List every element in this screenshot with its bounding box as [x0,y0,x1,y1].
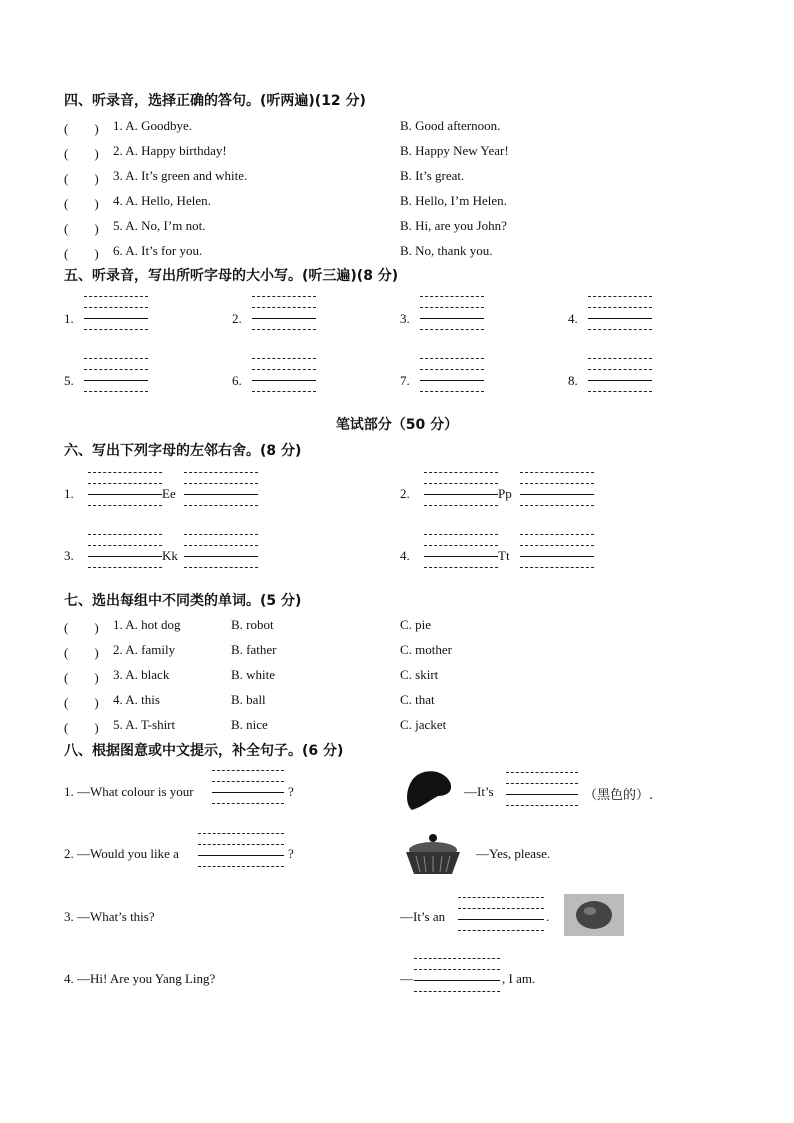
s8-q1-hint: （黑色的）. [584,788,654,803]
s7-option-c: C. skirt [400,667,439,682]
s4-option-a: 2. A. Happy birthday! [113,143,227,158]
s7-answer-paren[interactable]: ( ) [64,645,99,660]
s5-letter-grid[interactable] [84,358,148,392]
s6-letter: Tt [498,548,510,563]
s7-option-b: B. nice [231,717,268,732]
section-4-title: 四、听录音，选择正确的答句。(听两遍)(12 分) [64,93,366,109]
written-part-title: 笔试部分（50 分） [335,417,459,433]
s7-option-b: B. white [231,667,276,682]
s6-letter: Kk [162,548,178,563]
s5-letter-grid[interactable] [84,296,148,330]
s8-q2-answer-grid[interactable] [198,833,284,867]
s8-q1-answer-grid[interactable] [212,770,284,804]
s7-answer-paren[interactable]: ( ) [64,720,99,735]
s8-q3-answer-grid[interactable] [458,897,544,931]
s5-letter-grid[interactable] [252,296,316,330]
s8-q1-reply-grid[interactable] [506,772,578,806]
s5-letter-grid[interactable] [420,358,484,392]
s7-answer-paren[interactable]: ( ) [64,670,99,685]
s7-option-c: C. that [400,692,435,707]
s5-item-number: 8. [568,373,578,388]
s8-q2-prompt: 2. —Would you like a [64,846,179,861]
s6-right-neighbor-grid[interactable] [520,472,594,506]
section-5-title: 五、听录音，写出所听字母的大小写。(听三遍)(8 分) [64,268,399,284]
section-6-title: 六、写出下列字母的左邻右舍。(8 分) [64,443,302,459]
s8-q4-reply-dash: — [400,971,413,986]
s4-option-a: 5. A. No, I’m not. [113,218,206,233]
s8-q3-period: . [546,909,550,924]
s6-left-neighbor-grid[interactable] [88,534,162,568]
s5-letter-grid[interactable] [588,358,652,392]
s7-option-b: B. father [231,642,277,657]
s6-right-neighbor-grid[interactable] [184,472,258,506]
s7-option-c: C. pie [400,617,432,632]
s5-item-number: 5. [64,373,74,388]
s7-option-a: 2. A. family [113,642,176,657]
s6-left-neighbor-grid[interactable] [424,534,498,568]
s6-right-neighbor-grid[interactable] [520,534,594,568]
s5-letter-grid[interactable] [588,296,652,330]
s6-right-neighbor-grid[interactable] [184,534,258,568]
s5-item-number: 6. [232,373,242,388]
s5-item-number: 7. [400,373,410,388]
s4-answer-paren[interactable]: ( ) [64,221,99,236]
s8-q4-answer-grid[interactable] [414,958,500,992]
s6-letter: Ee [162,486,176,501]
s4-option-a: 3. A. It’s green and white. [113,168,248,183]
s5-item-number: 4. [568,311,578,326]
s7-answer-paren[interactable]: ( ) [64,695,99,710]
s7-answer-paren[interactable]: ( ) [64,620,99,635]
s4-answer-paren[interactable]: ( ) [64,146,99,161]
s7-option-b: B. robot [231,617,274,632]
s5-letter-grid[interactable] [420,296,484,330]
section-7-title: 七、选出每组中不同类的单词。(5 分) [64,593,302,609]
s7-option-c: C. mother [400,642,452,657]
s4-option-b: B. No, thank you. [400,243,493,258]
s8-q1-question-mark: ? [288,784,294,799]
s8-q4-prompt: 4. —Hi! Are you Yang Ling? [64,971,216,986]
s4-option-b: B. It’s great. [400,168,465,183]
cap-icon [402,766,454,816]
s7-option-b: B. ball [231,692,266,707]
s6-letter: Pp [498,486,512,501]
s4-option-a: 4. A. Hello, Helen. [113,193,211,208]
section-8-title: 八、根据图意或中文提示，补全句子。(6 分) [64,743,344,759]
s8-q2-question-mark: ? [288,846,294,861]
s4-option-a: 1. A. Goodbye. [113,118,193,133]
s8-q3-prompt: 3. —What’s this? [64,909,155,924]
s7-option-a: 1. A. hot dog [113,617,181,632]
s6-item-number: 4. [400,548,410,563]
s5-item-number: 2. [232,311,242,326]
s8-q2-reply: —Yes, please. [476,846,551,861]
s6-left-neighbor-grid[interactable] [88,472,162,506]
s4-answer-paren[interactable]: ( ) [64,121,99,136]
s4-answer-paren[interactable]: ( ) [64,171,99,186]
s5-item-number: 3. [400,311,410,326]
s7-option-c: C. jacket [400,717,447,732]
s4-option-b: B. Happy New Year! [400,143,509,158]
s4-answer-paren[interactable]: ( ) [64,246,99,261]
s7-option-a: 5. A. T-shirt [113,717,176,732]
s4-answer-paren[interactable]: ( ) [64,196,99,211]
s4-option-b: B. Hi, are you John? [400,218,507,233]
s5-letter-grid[interactable] [252,358,316,392]
s7-option-a: 3. A. black [113,667,170,682]
s6-left-neighbor-grid[interactable] [424,472,498,506]
s4-option-b: B. Hello, I’m Helen. [400,193,507,208]
s8-q3-reply: —It’s an [400,909,446,924]
egg-icon [564,894,624,936]
s4-option-b: B. Good afternoon. [400,118,501,133]
cupcake-icon [402,830,464,876]
s8-q1-reply: —It’s [464,784,494,799]
s8-q1-prompt: 1. —What colour is your [64,784,194,799]
s8-q4-reply-end: , I am. [502,971,536,986]
s6-item-number: 2. [400,486,410,501]
s6-item-number: 3. [64,548,74,563]
s4-option-a: 6. A. It’s for you. [113,243,203,258]
s6-item-number: 1. [64,486,74,501]
s7-option-a: 4. A. this [113,692,160,707]
s5-item-number: 1. [64,311,74,326]
